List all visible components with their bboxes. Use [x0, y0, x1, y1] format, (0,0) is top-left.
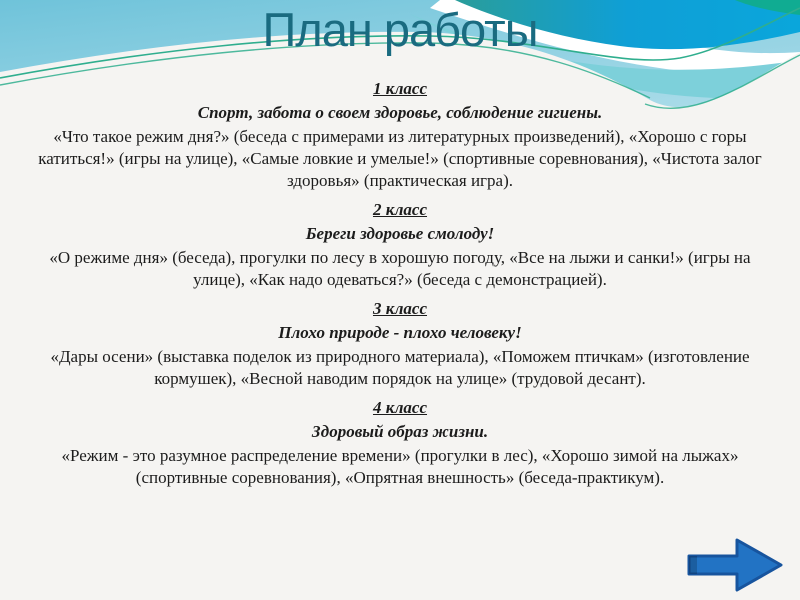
class-4-heading: 4 класс: [372, 398, 428, 417]
slide-content: [38, 78, 762, 496]
class-3-subtitle: Плохо природе - плохо человеку!: [278, 323, 522, 342]
section-class-3: [38, 298, 762, 390]
section-class-4: [38, 397, 762, 489]
arrow-right-icon: [686, 536, 784, 594]
section-class-2: [38, 199, 762, 291]
class-1-subtitle: Спорт, забота о своем здоровье, соблюдение гигиены.: [197, 103, 603, 122]
class-4-subtitle: Здоровый образ жизни.: [311, 422, 489, 441]
next-slide-button[interactable]: [686, 536, 784, 594]
class-1-body: «Что такое режим дня?» (беседа с примерами из литературных произведений), «Хорошо с горы катиться!» (игры на улице), «Самые ловкие и умелые!» (спортивные соревнования), «Чистота залог здоровья» (практическая игра).: [38, 127, 762, 190]
class-3-body: «Дары осени» (выставка поделок из природного материала), «Поможем птичкам» (изготовление кормушек), «Весной наводим порядок на улице» (трудовой десант).: [50, 347, 750, 388]
section-class-1: [38, 78, 762, 192]
class-3-heading: 3 класс: [372, 299, 428, 318]
class-2-subtitle: Береги здоровье смолоду!: [305, 224, 495, 243]
slide-title: План работы: [262, 3, 538, 56]
class-2-body: «О режиме дня» (беседа), прогулки по лесу в хорошую погоду, «Все на лыжи и санки!» (игры на улице), «Как надо одеваться?» (беседа с демонстрацией).: [49, 248, 751, 289]
class-2-heading: 2 класс: [372, 200, 428, 219]
class-4-body: «Режим - это разумное распределение времени» (прогулки в лес), «Хорошо зимой на лыжах» (спортивные соревнования), «Опрятная внешность» (беседа-практикум).: [61, 446, 739, 487]
class-1-heading: 1 класс: [372, 79, 428, 98]
